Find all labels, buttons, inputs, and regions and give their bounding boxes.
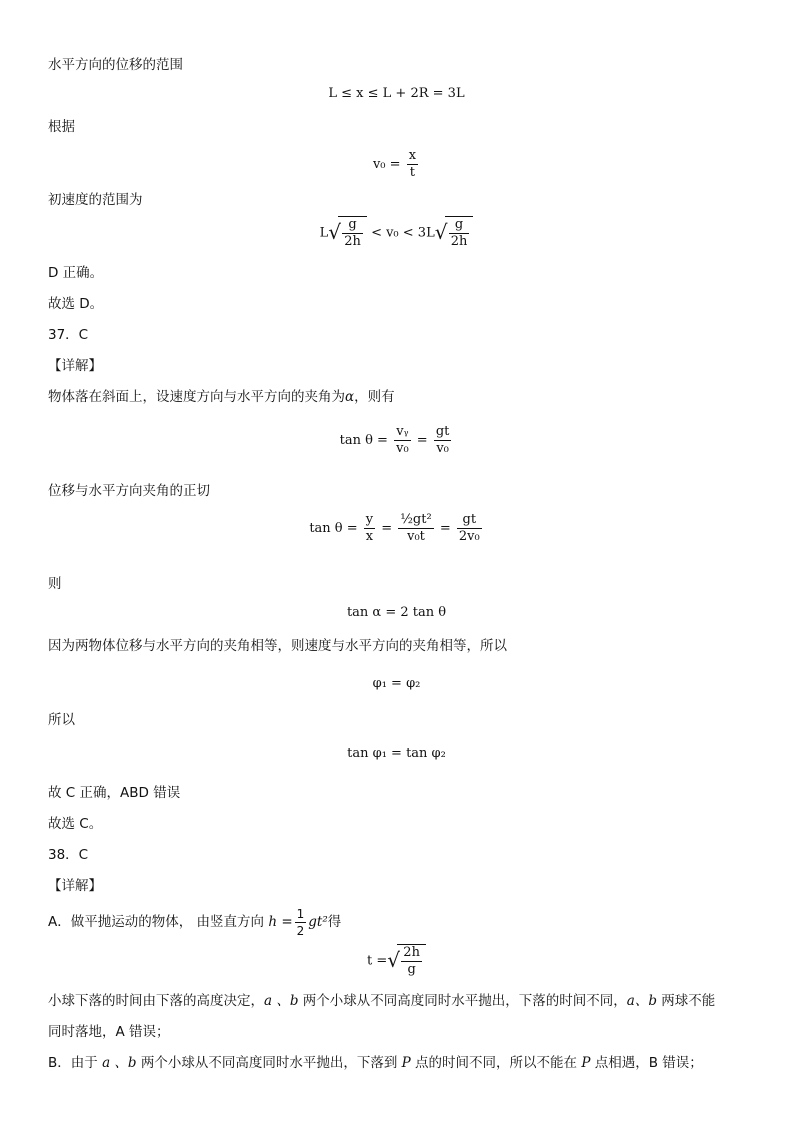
numerator: gt: [435, 424, 450, 439]
numerator: vᵧ: [394, 424, 411, 441]
text-span: ，则有: [354, 389, 395, 405]
fraction: [457, 512, 482, 545]
text-line: 则: [48, 576, 62, 592]
fraction: [364, 512, 375, 545]
symbol: α: [345, 389, 355, 405]
symbol: a 、b: [264, 993, 299, 1009]
text-span: B．由于: [48, 1055, 98, 1071]
text-span: 得: [327, 914, 342, 930]
eq-part: tan θ =: [339, 433, 388, 448]
equation-initial-speed-range: [0, 216, 793, 250]
text-line: 故选 C。: [48, 816, 103, 832]
text-line: 同时落地，A 错误；: [48, 1024, 170, 1040]
denominator: v₀: [396, 441, 409, 456]
text-span: A．做平抛运动的物体， 由竖直方向: [48, 914, 265, 930]
text-line: [48, 1053, 703, 1073]
text-span: 小球下落的时间由下落的高度决定，: [48, 993, 264, 1009]
denominator: x: [365, 529, 374, 544]
symbol: P: [581, 1055, 591, 1071]
text-line: 位移与水平方向夹角的正切: [48, 483, 210, 499]
fraction: [295, 906, 307, 939]
fraction: [394, 424, 411, 457]
text-span: 两个小球从不同高度同时水平抛出，下落的时间不同，: [302, 993, 627, 1009]
eq-part: v₀ =: [372, 157, 401, 172]
text-line: 水平方向的位移的范围: [48, 57, 183, 73]
text-line: 因为两物体位移与水平方向的夹角相等，则速度与水平方向的夹角相等，所以: [48, 638, 507, 654]
text-line: 故 C 正确，ABD 错误: [48, 785, 181, 801]
equation-tan-theta-displacement: tan θ = $\frac{y}{x}$ = $\frac{\text{½gt²}}{\text{v₀t}}$ = $\frac{gt}{\text{2v₀}}$: [309, 512, 480, 544]
equation-velocity: [0, 148, 793, 181]
sqrt: [328, 216, 367, 250]
text-line: 初速度的范围为: [48, 192, 143, 208]
numerator: 1: [296, 906, 305, 921]
equation-tan-theta-velocity: tan θ = $\frac{\text{vᵧ}}{\text{v₀}}$ = $\frac{gt}{\text{v₀}}$: [339, 424, 450, 456]
denominator: v₀: [436, 441, 449, 456]
question-number: 37．C: [48, 327, 89, 343]
equation-phi: φ₁ = φ₂: [372, 676, 421, 691]
symbol: a 、b: [102, 1055, 137, 1071]
equation-tan-alpha: tan α = 2 tan θ: [346, 605, 447, 620]
numerator: gt: [457, 512, 482, 529]
numerator: x: [408, 148, 417, 163]
eq-part: gt²: [308, 914, 328, 930]
text-line: [48, 905, 341, 939]
text-line: 故选 D。: [48, 296, 104, 312]
symbol: a、b: [626, 993, 657, 1009]
section-heading: 【详解】: [48, 358, 102, 374]
sqrt: [387, 944, 426, 978]
eq-part: h =: [268, 914, 293, 930]
eq-part: < v₀ < 3L: [371, 225, 435, 241]
fraction: [398, 512, 433, 545]
text-span: 两球不能: [661, 993, 716, 1009]
text-line: [48, 387, 395, 407]
fraction: [449, 217, 470, 250]
fraction: [401, 945, 422, 978]
numerator: √ 2h: [403, 945, 420, 960]
text-span: 点的时间不同，所以不能在: [415, 1055, 578, 1071]
denominator: 2h: [450, 234, 468, 249]
numerator: √ g: [342, 217, 363, 234]
question-number: 38．C: [48, 847, 89, 863]
denominator: 2v₀: [458, 529, 480, 544]
text-span: 点相遇，B 错误；: [594, 1055, 703, 1071]
denominator: v₀t: [407, 529, 425, 544]
eq-part: t =: [367, 953, 388, 969]
fraction: [342, 217, 363, 250]
eq-part: L: [319, 225, 329, 241]
denominator: t: [409, 165, 415, 180]
text-line: 根据: [48, 119, 75, 135]
numerator: y: [365, 512, 374, 527]
equation-time: [0, 944, 793, 978]
equation-tan-phi: tan φ₁ = tan φ₂: [347, 746, 446, 761]
denominator: g: [407, 962, 416, 977]
numerator: √ g: [449, 217, 470, 234]
text-span: 两个小球从不同高度同时水平抛出，下落到: [140, 1055, 398, 1071]
text-line: [48, 991, 715, 1011]
text-span: 物体落在斜面上，设速度方向与水平方向的夹角为: [48, 389, 345, 405]
section-heading: 【详解】: [48, 878, 102, 894]
denominator: 2: [296, 923, 305, 938]
fraction: [434, 424, 452, 457]
text-line: 所以: [48, 712, 75, 728]
eq-part: tan θ =: [309, 521, 358, 536]
denominator: 2h: [344, 234, 361, 249]
symbol: P: [401, 1055, 411, 1071]
numerator: ½gt²: [400, 512, 432, 527]
equation-range: L ≤ x ≤ L + 2R = 3L: [328, 86, 465, 101]
fraction: [407, 148, 418, 181]
text-line: D 正确。: [48, 265, 104, 281]
sqrt: [435, 216, 474, 250]
